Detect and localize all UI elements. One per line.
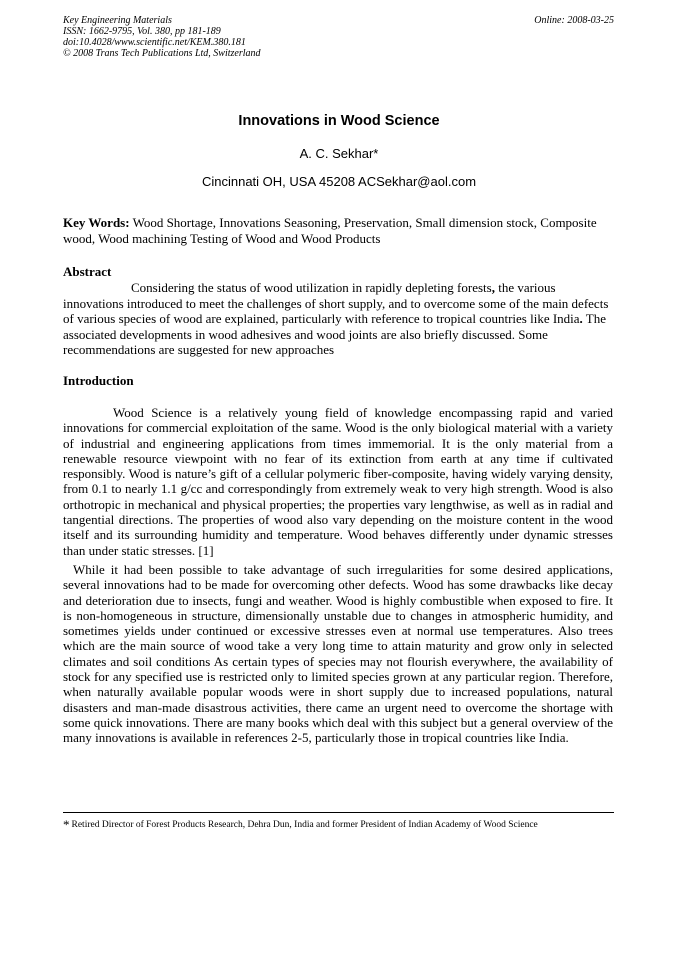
paper-title: Innovations in Wood Science: [238, 113, 440, 129]
online-date: Online: 2008-03-25: [534, 15, 614, 26]
author-name: A. C. Sekhar*: [299, 146, 379, 161]
journal-name: Key Engineering Materials: [63, 15, 172, 26]
introduction-paragraph-1: Wood Science is a relatively young field of knowledge encompassing rapid and varied innovations for commercial exploitation of the same. Wood is the only biological material with a variety of industrial and engineering applications from times immemorial. It is the only material from a renewable resource viewpoint with no fear of its extinction from earth at any time if cultivated responsibly. Wood is nature’s gift of a cellular polymeric fiber-composite, having widely varying density, from 0.1 to nearly 1.1 g/cc and correspondingly from extremely weak to very high strength. Wood is also orthotropic in mechanical and physical properties; the properties vary lengthwise, as well as in radial and tangential directions. The properties of wood also vary depending on the moisture content in the wood itself and its surrounding humidity and temperature. Wood behaves differently under dynamic stresses than under static stresses. [1]: [63, 405, 613, 558]
footnote-divider: [63, 812, 614, 813]
abstract-text-5: The associated developments in wood adhesives and wood joints are also briefly discussed. Some recommendations are suggested for new approaches: [63, 311, 607, 357]
introduction-heading: Introduction: [63, 373, 134, 388]
keywords-label: Key Words:: [63, 215, 130, 230]
journal-copyright: © 2008 Trans Tech Publications Ltd, Switzerland: [63, 48, 261, 59]
keywords-text: Wood Shortage, Innovations Seasoning, Preservation, Small dimension stock, Composite wood, Wood machining Testing of Wood and Wood Products: [63, 215, 597, 246]
journal-doi: doi:10.4028/www.scientific.net/KEM.380.181: [63, 37, 246, 48]
journal-header: [63, 15, 261, 59]
author-affiliation: Cincinnati OH, USA 45208 ACSekhar@aol.com: [201, 174, 477, 189]
footnote-marker: *: [63, 817, 70, 832]
introduction-paragraph-2: While it had been possible to take advantage of such irregularities for some desired applications, several innovations had to be made for overcoming other defects. Wood has some drawbacks like decay and deterioration due to insects, fungi and weather. Wood is highly combustible when exposed to fire. It is non-homogeneous in structure, dimensionally unstable due to changes in atmospheric humidity, and sometimes yields under continued or excessive stresses even at normal use temperatures. Also trees which are the main source of wood take a very long time to attain maturity and grow only in selected climates and soil conditions As certain types of species may not flourish everywhere, the availability of stock for any specified use is restricted only to limited species grown at any particular region. Therefore, when naturally available popular woods were in short supply due to increased populations, natural disasters and man-made disastrous activities, there came an urgent need to overcome the shortage with some quick innovations. There are many books which deal with this subject but a general overview of the many innovations is available in references 2-5, particularly those in tropical countries like India.: [63, 562, 613, 746]
abstract-text-1: Considering the status of wood utilization in rapidly depleting forests: [131, 280, 492, 295]
abstract-text-4: .: [579, 311, 583, 326]
footnote-text: Retired Director of Forest Products Research, Dehra Dun, India and former President of Indian Academy of Wood Science: [71, 820, 538, 830]
abstract-body: [63, 280, 611, 358]
abstract-heading: Abstract: [63, 264, 112, 279]
footnote: [63, 817, 538, 833]
abstract-text-2: ,: [491, 280, 495, 295]
abstract-text-3: the various innovations introduced to meet the challenges of short supply, and to overcome some of the main defects of various species of wood are explained, particularly with reference to tropical countries like India: [63, 280, 609, 326]
keywords-block: [63, 215, 623, 247]
journal-issn: ISSN: 1662-9795, Vol. 380, pp 181-189: [63, 26, 221, 37]
